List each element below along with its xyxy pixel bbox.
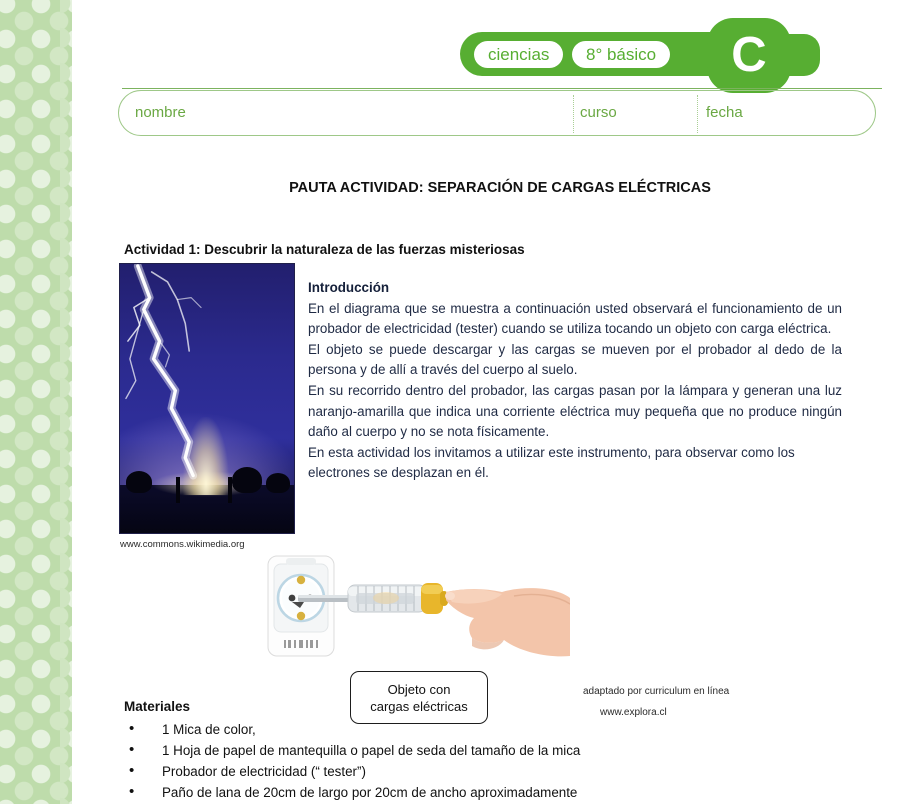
intro-paragraph: En esta actividad los invitamos a utilizar este instrumento, para observar como los electrones se desplazan en él. — [308, 444, 795, 481]
outlet-tester-illustration — [258, 552, 570, 664]
student-info-box — [118, 90, 876, 136]
level-pill: 8° básico — [572, 41, 670, 68]
callout-line-1: Objeto con — [387, 682, 451, 697]
form-divider-2 — [697, 95, 698, 133]
intro-paragraph: El objeto se puede descargar y las cargas se mueven por el probador al dedo de la persona y de allí a través del cuerpo al suelo. — [308, 341, 842, 378]
list-item: • 1 Hoja de papel de mantequilla o papel de seda del tamaño de la mica — [124, 740, 580, 761]
page-title: PAUTA ACTIVIDAD: SEPARACIÓN DE CARGAS ELÉCTRICAS — [289, 180, 711, 196]
intro-paragraph: En el diagrama que se muestra a continuación usted observará el funcionamiento de un probador de electricidad (tester) cuando se utiliza tocando un objeto con carga eléctrica. — [308, 300, 842, 337]
photo-tree — [126, 471, 152, 493]
photo-post — [176, 477, 180, 503]
activity-heading: Actividad 1: Descubrir la naturaleza de las fuerzas misteriosas — [124, 242, 525, 257]
materials-list — [124, 719, 580, 803]
lightning-photo — [119, 263, 295, 534]
list-item: • 1 Mica de color, — [124, 719, 580, 740]
photo-post — [228, 477, 232, 503]
list-item: • Probador de electricidad (“ tester”) — [124, 761, 580, 782]
photo-tree — [232, 467, 262, 493]
intro-paragraph: En su recorrido dentro del probador, las cargas pasan por la lámpara y generan una luz naranjo-amarilla que indica una corriente eléctrica muy pequeña que no produce ningún daño al cuerpo y no se nota físicamente. — [308, 382, 842, 440]
sidebar-scallop-edge — [60, 0, 72, 804]
photo-tree — [266, 473, 290, 493]
source-url: www.explora.cl — [600, 707, 667, 718]
adaptation-credit: adaptado por curriculum en línea — [583, 686, 730, 697]
list-item: • Paño de lana de 20cm de largo por 20cm de ancho aproximadamente — [124, 782, 580, 803]
date-field-label[interactable]: fecha — [706, 104, 743, 121]
subject-badge-letter: C — [707, 18, 791, 93]
callout-box — [350, 671, 488, 724]
materials-heading: Materiales — [124, 699, 191, 714]
header-rule — [122, 88, 882, 89]
introduction-block — [308, 278, 842, 484]
photo-credit: www.commons.wikimedia.org — [120, 539, 245, 550]
form-divider-1 — [573, 95, 574, 133]
wall-outlet-icon — [268, 556, 334, 656]
decorative-sidebar — [0, 0, 72, 804]
callout-line-2: cargas eléctricas — [370, 699, 468, 714]
introduction-heading: Introducción — [308, 280, 390, 295]
tester-diagram — [258, 552, 570, 664]
hand-icon — [445, 588, 570, 656]
course-field-label[interactable]: curso — [580, 104, 617, 121]
subject-pill: ciencias — [474, 41, 563, 68]
name-field-label[interactable]: nombre — [135, 104, 186, 121]
